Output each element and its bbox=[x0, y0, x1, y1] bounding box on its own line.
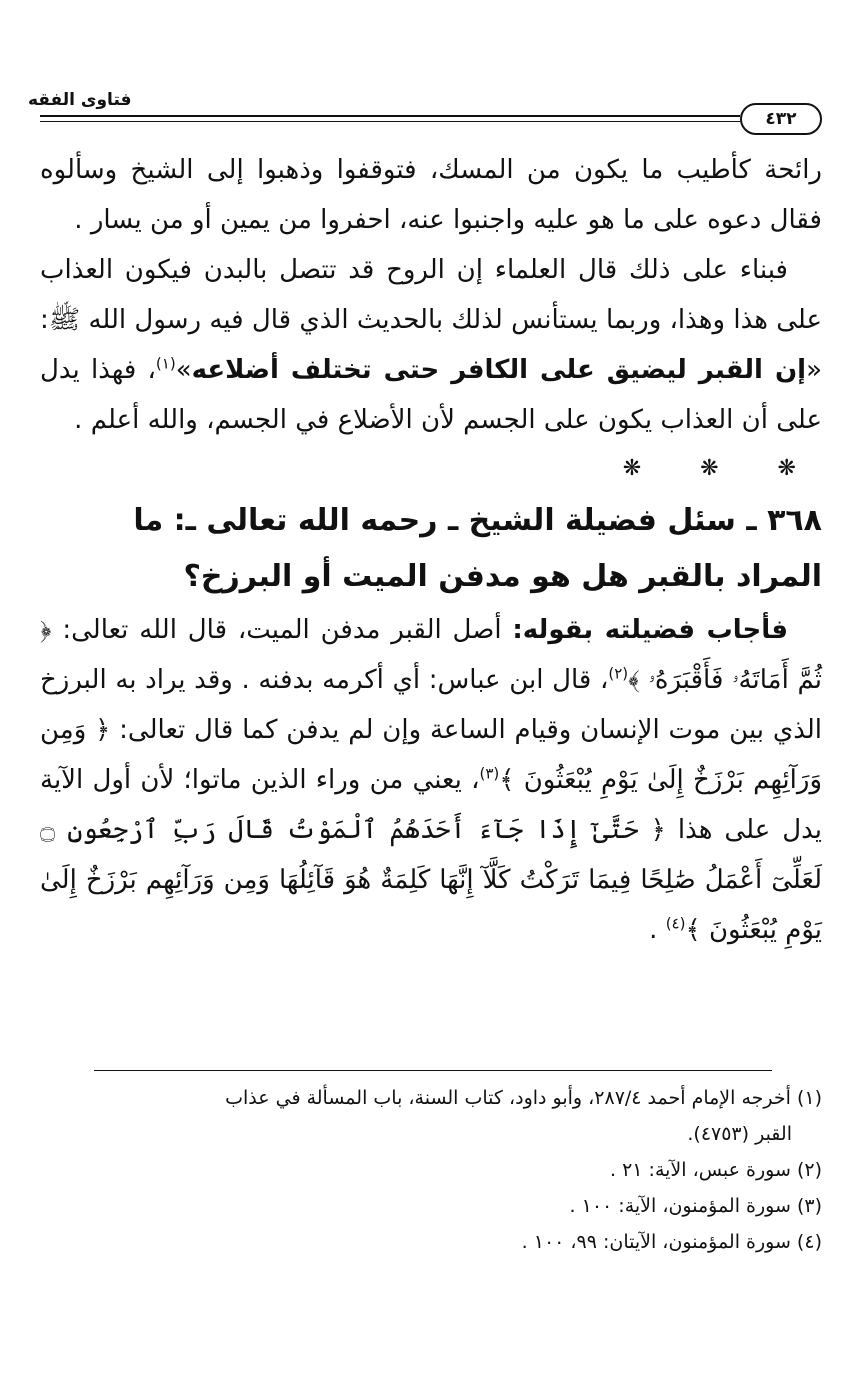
footnote-2: (٢) سورة عبس، الآية: ٢١ . bbox=[609, 1159, 822, 1181]
footnotes bbox=[40, 1080, 822, 1260]
answer-text-1: أصل القبر مدفن الميت، قال الله تعالى: bbox=[51, 615, 513, 645]
paragraph-2-text-a: فبناء على ذلك قال العلماء إن الروح قد تتصل بالبدن فيكون العذاب على هذا وهذا، وربما يستأنس لذلك بالحديث الذي قال فيه رسول الله ﷺ: « bbox=[40, 255, 822, 385]
hadith-quote: إن القبر ليضيق على الكافر حتى تختلف أضلاعه bbox=[191, 355, 807, 385]
answer-text-3: ، يعني من وراء الذين ماتوا؛ لأن أول الآية يدل على هذا bbox=[40, 765, 822, 845]
answer-text-4: . bbox=[649, 915, 666, 945]
quran-verse-3: ﴿ حَتَّىٰٓ إِذَا جَآءَ أَحَدَهُمُ ٱلْمَوْتُ قَالَ رَبِّ ٱرْجِعُونِ ۝ لَعَلِّىٓ أَعْمَلُ صَٰلِحًا فِيمَا تَرَكْتُ كَلَّآ إِنَّهَا كَلِمَةٌ هُوَ قَآئِلُهَا وَمِن وَرَآئِهِم بَرْزَخٌ إِلَىٰ يَوْمِ يُبْعَثُونَ ﴾ bbox=[40, 815, 822, 945]
paragraph-2-quote-close: » bbox=[175, 355, 192, 385]
answer-text-2: ، قال ابن عباس: أي أكرمه بدفنه . وقد يراد به البرزخ الذي بين موت الإنسان وقيام الساعة وإن لم يدفن كما قال تعالى: bbox=[40, 665, 822, 745]
section-separator-stars: ❋ ❋ ❋ bbox=[622, 456, 822, 481]
footnote-1-line-1: (١) أخرجه الإمام أحمد ٢٨٧/٤، وأبو داود، كتاب السنة، باب المسألة في عذاب bbox=[225, 1087, 822, 1109]
main-text bbox=[40, 145, 822, 955]
footnote-1-line-2: القبر (٤٧٥٣). bbox=[687, 1123, 792, 1145]
answer-paragraph bbox=[40, 605, 822, 955]
footnote-3: (٣) سورة المؤمنون، الآية: ١٠٠ . bbox=[569, 1195, 822, 1217]
quran-verse-1: ﴿ ثُمَّ أَمَاتَهُۥ فَأَقْبَرَهُۥ ﴾ bbox=[40, 615, 822, 695]
running-header-title: فتاوى الفقه bbox=[28, 90, 132, 110]
header-rule-thin bbox=[40, 121, 740, 122]
paragraph-2 bbox=[40, 245, 822, 445]
footnote-ref-3[interactable]: (٣) bbox=[479, 764, 500, 783]
paragraph-1: رائحة كأطيب ما يكون من المسك، فتوقفوا وذهبوا إلى الشيخ وسألوه فقال دعوه على ما هو عليه واجنبوا عنه، احفروا من يمين أو من يسار . bbox=[40, 155, 822, 235]
page-number: ٤٣٢ bbox=[740, 103, 822, 135]
footnote-ref-2[interactable]: (٢) bbox=[608, 664, 629, 683]
footnote-4: (٤) سورة المؤمنون، الآيتان: ٩٩، ١٠٠ . bbox=[521, 1231, 822, 1253]
answer-lead: فأجاب فضيلته بقوله: bbox=[512, 615, 788, 645]
header-rule-thick bbox=[40, 115, 740, 117]
footnote-ref-1[interactable]: (١) bbox=[155, 354, 176, 373]
paragraph-2-text-c: ، فهذا يدل على أن العذاب يكون على الجسم لأن الأضلاع في الجسم، والله أعلم . bbox=[40, 355, 822, 435]
footnote-ref-4[interactable]: (٤) bbox=[665, 914, 686, 933]
question-title: ٣٦٨ ـ سئل فضيلة الشيخ ـ رحمه الله تعالى ـ: ما المراد بالقبر هل هو مدفن الميت أو البرزخ؟ bbox=[133, 503, 822, 594]
footnote-divider bbox=[94, 1070, 772, 1071]
quran-verse-2: ﴿ وَمِن وَرَآئِهِم بَرْزَخٌ إِلَىٰ يَوْمِ يُبْعَثُونَ ﴾ bbox=[40, 715, 822, 795]
